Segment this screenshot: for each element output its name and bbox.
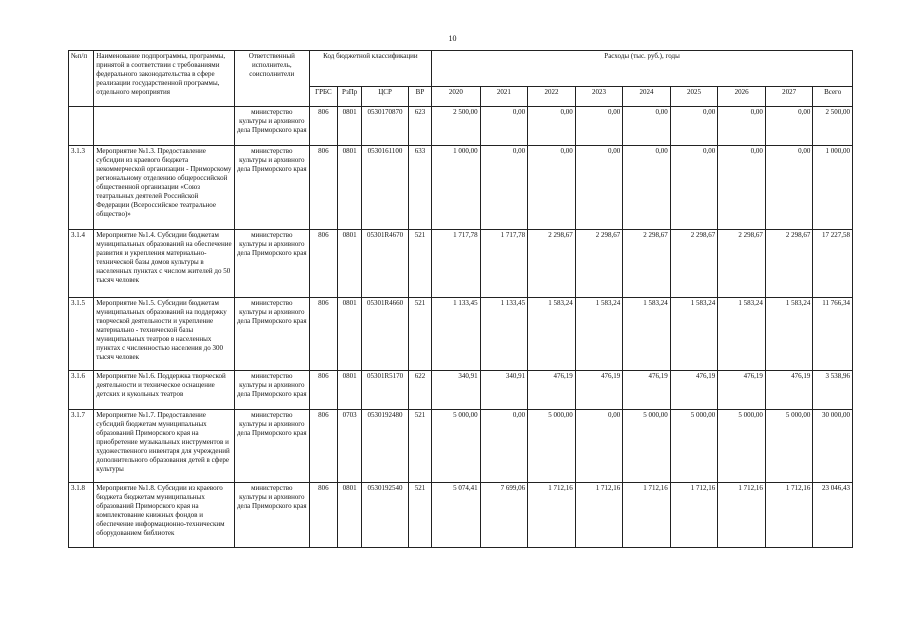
row-value: 5 074,41 bbox=[432, 483, 481, 548]
row-csr: 0530192540 bbox=[362, 483, 409, 548]
header-expenses: Расходы (тыс. руб.), годы bbox=[432, 51, 853, 87]
row-rzpr: 0703 bbox=[338, 410, 362, 483]
row-value: 5 000,00 bbox=[528, 410, 576, 483]
row-vr: 633 bbox=[408, 146, 431, 230]
row-executor: министерство культуры и архивного дела Приморского края bbox=[234, 107, 309, 146]
row-value: 476,19 bbox=[718, 371, 766, 410]
row-csr: 0530192480 bbox=[362, 410, 409, 483]
row-value: 0,00 bbox=[765, 146, 813, 230]
row-total: 17 227,58 bbox=[813, 230, 853, 298]
row-value: 1 583,24 bbox=[765, 298, 813, 371]
header-grbs: ГРБС bbox=[309, 87, 337, 107]
header-year: 2026 bbox=[718, 87, 766, 107]
header-name: Наименование подпрограммы, программы, принятой в соответствии с требованиями федерального законодательства в сфере реализации государственной программы, отдельного мероприятия bbox=[94, 51, 235, 107]
row-executor: министерство культуры и архивного дела Приморского края bbox=[234, 483, 309, 548]
row-value: 0,00 bbox=[575, 410, 623, 483]
row-value: 0,00 bbox=[480, 107, 528, 146]
row-executor: министерство культуры и архивного дела Приморского края bbox=[234, 410, 309, 483]
row-value: 1 712,16 bbox=[623, 483, 671, 548]
row-value: 0,00 bbox=[480, 146, 528, 230]
row-vr: 521 bbox=[408, 483, 431, 548]
row-num: 3.1.5 bbox=[69, 298, 94, 371]
header-year: 2022 bbox=[528, 87, 576, 107]
row-name: Мероприятие №1.8. Субсидии из краевого бюджета бюджетам муниципальных образований Приморского края на комплектование книжных фондов и обеспечение информационно-техническим оборудованием библиотек bbox=[94, 483, 235, 548]
row-value: 2 298,67 bbox=[528, 230, 576, 298]
row-value: 0,00 bbox=[623, 107, 671, 146]
table-row bbox=[69, 230, 853, 298]
row-value: 1 712,16 bbox=[765, 483, 813, 548]
row-value: 2 298,67 bbox=[623, 230, 671, 298]
row-executor: министерство культуры и архивного дела Приморского края bbox=[234, 146, 309, 230]
header-year: 2020 bbox=[432, 87, 481, 107]
row-vr: 521 bbox=[408, 298, 431, 371]
row-value: 476,19 bbox=[623, 371, 671, 410]
table-row bbox=[69, 146, 853, 230]
row-value: 1 583,24 bbox=[575, 298, 623, 371]
row-value: 7 699,06 bbox=[480, 483, 528, 548]
row-value: 1 133,45 bbox=[432, 298, 481, 371]
row-value: 5 000,00 bbox=[432, 410, 481, 483]
row-value: 1 712,16 bbox=[670, 483, 718, 548]
row-value: 1 000,00 bbox=[432, 146, 481, 230]
header-year: 2023 bbox=[575, 87, 623, 107]
row-num: 3.1.4 bbox=[69, 230, 94, 298]
row-grbs: 806 bbox=[309, 107, 337, 146]
row-value: 1 712,16 bbox=[528, 483, 576, 548]
table-row bbox=[69, 107, 853, 146]
row-vr: 622 bbox=[408, 371, 431, 410]
row-value: 0,00 bbox=[670, 107, 718, 146]
row-grbs: 806 bbox=[309, 230, 337, 298]
row-csr: 0530170870 bbox=[362, 107, 409, 146]
table-row bbox=[69, 298, 853, 371]
row-executor: министерство культуры и архивного дела Приморского края bbox=[234, 371, 309, 410]
row-num: 3.1.8 bbox=[69, 483, 94, 548]
budget-table bbox=[68, 50, 853, 548]
row-rzpr: 0801 bbox=[338, 146, 362, 230]
row-value: 2 298,67 bbox=[765, 230, 813, 298]
row-value: 1 712,16 bbox=[575, 483, 623, 548]
row-value: 5 000,00 bbox=[623, 410, 671, 483]
row-total: 23 046,43 bbox=[813, 483, 853, 548]
row-value: 1 583,24 bbox=[718, 298, 766, 371]
row-value: 1 583,24 bbox=[670, 298, 718, 371]
row-value: 2 298,67 bbox=[718, 230, 766, 298]
row-value: 5 000,00 bbox=[718, 410, 766, 483]
row-value: 476,19 bbox=[670, 371, 718, 410]
row-grbs: 806 bbox=[309, 146, 337, 230]
row-csr: 05301R4670 bbox=[362, 230, 409, 298]
table-row bbox=[69, 410, 853, 483]
row-value: 340,91 bbox=[480, 371, 528, 410]
row-rzpr: 0801 bbox=[338, 483, 362, 548]
row-value: 2 298,67 bbox=[670, 230, 718, 298]
row-value: 0,00 bbox=[718, 146, 766, 230]
row-total: 2 500,00 bbox=[813, 107, 853, 146]
row-rzpr: 0801 bbox=[338, 298, 362, 371]
row-total: 1 000,00 bbox=[813, 146, 853, 230]
row-value: 476,19 bbox=[765, 371, 813, 410]
row-num bbox=[69, 107, 94, 146]
row-grbs: 806 bbox=[309, 483, 337, 548]
row-value: 476,19 bbox=[528, 371, 576, 410]
row-num: 3.1.3 bbox=[69, 146, 94, 230]
row-value: 340,91 bbox=[432, 371, 481, 410]
row-value: 0,00 bbox=[670, 146, 718, 230]
table-row bbox=[69, 371, 853, 410]
row-total: 11 766,34 bbox=[813, 298, 853, 371]
page-number: 10 bbox=[448, 34, 457, 43]
row-total: 30 000,00 bbox=[813, 410, 853, 483]
header-rzpr: РзПр bbox=[338, 87, 362, 107]
row-num: 3.1.7 bbox=[69, 410, 94, 483]
row-executor: министерство культуры и архивного дела Приморского края bbox=[234, 298, 309, 371]
header-vr: ВР bbox=[408, 87, 431, 107]
header-year: 2025 bbox=[670, 87, 718, 107]
table-row bbox=[69, 483, 853, 548]
header-total: Всего bbox=[813, 87, 853, 107]
row-value: 476,19 bbox=[575, 371, 623, 410]
row-name: Мероприятие №1.3. Предоставление субсидии из краевого бюджета некоммерческой организации - Приморскому региональному отделению общероссийской общественной организации «Союз театральных деятелей Российской Федерации (Всероссийское театральное общество)» bbox=[94, 146, 235, 230]
header-executor: Ответственный исполнитель, соисполнители bbox=[234, 51, 309, 107]
row-grbs: 806 bbox=[309, 410, 337, 483]
header-num: №п/п bbox=[69, 51, 94, 107]
row-value: 1 133,45 bbox=[480, 298, 528, 371]
header-year: 2024 bbox=[623, 87, 671, 107]
row-value: 1 717,78 bbox=[480, 230, 528, 298]
row-name: Мероприятие №1.4. Субсидии бюджетам муниципальных образований на обеспечение развития и укрепления материально-технической базы домов культуры в населенных пунктах с числом жителей до 50 тысяч человек bbox=[94, 230, 235, 298]
row-csr: 05301R4660 bbox=[362, 298, 409, 371]
row-vr: 521 bbox=[408, 230, 431, 298]
row-value: 0,00 bbox=[623, 146, 671, 230]
row-grbs: 806 bbox=[309, 298, 337, 371]
row-csr: 05301R5170 bbox=[362, 371, 409, 410]
row-grbs: 806 bbox=[309, 371, 337, 410]
row-value: 1 712,16 bbox=[718, 483, 766, 548]
row-value: 0,00 bbox=[480, 410, 528, 483]
row-value: 5 000,00 bbox=[765, 410, 813, 483]
row-value: 1 583,24 bbox=[528, 298, 576, 371]
row-value: 5 000,00 bbox=[670, 410, 718, 483]
header-budget-code: Код бюджетной классификации bbox=[309, 51, 431, 87]
header-year: 2021 bbox=[480, 87, 528, 107]
row-value: 2 298,67 bbox=[575, 230, 623, 298]
row-name: Мероприятие №1.7. Предоставление субсидий бюджетам муниципальных образований Приморского края на приобретение музыкальных инструментов и художественного инвентаря для учреждений дополнительного образования детей в сфере культуры bbox=[94, 410, 235, 483]
header-csr: ЦСР bbox=[362, 87, 409, 107]
row-vr: 623 bbox=[408, 107, 431, 146]
row-value: 0,00 bbox=[765, 107, 813, 146]
row-value: 1 583,24 bbox=[623, 298, 671, 371]
row-rzpr: 0801 bbox=[338, 371, 362, 410]
row-rzpr: 0801 bbox=[338, 230, 362, 298]
row-value: 0,00 bbox=[575, 107, 623, 146]
row-total: 3 538,96 bbox=[813, 371, 853, 410]
row-value: 0,00 bbox=[528, 146, 576, 230]
row-name: Мероприятие №1.6. Поддержка творческой деятельности и техническое оснащение детских и кукольных театров bbox=[94, 371, 235, 410]
header-year: 2027 bbox=[765, 87, 813, 107]
row-value: 0,00 bbox=[718, 107, 766, 146]
row-csr: 0530161100 bbox=[362, 146, 409, 230]
row-value: 0,00 bbox=[528, 107, 576, 146]
row-name: Мероприятие №1.5. Субсидии бюджетам муниципальных образований на поддержку творческой деятельности и укрепление материально - технической базы муниципальных театров в населенных пунктах с численностью населения до 300 тысяч человек bbox=[94, 298, 235, 371]
row-executor: министерство культуры и архивного дела Приморского края bbox=[234, 230, 309, 298]
row-value: 2 500,00 bbox=[432, 107, 481, 146]
row-vr: 521 bbox=[408, 410, 431, 483]
row-value: 1 717,78 bbox=[432, 230, 481, 298]
row-name bbox=[94, 107, 235, 146]
row-num: 3.1.6 bbox=[69, 371, 94, 410]
row-value: 0,00 bbox=[575, 146, 623, 230]
row-rzpr: 0801 bbox=[338, 107, 362, 146]
